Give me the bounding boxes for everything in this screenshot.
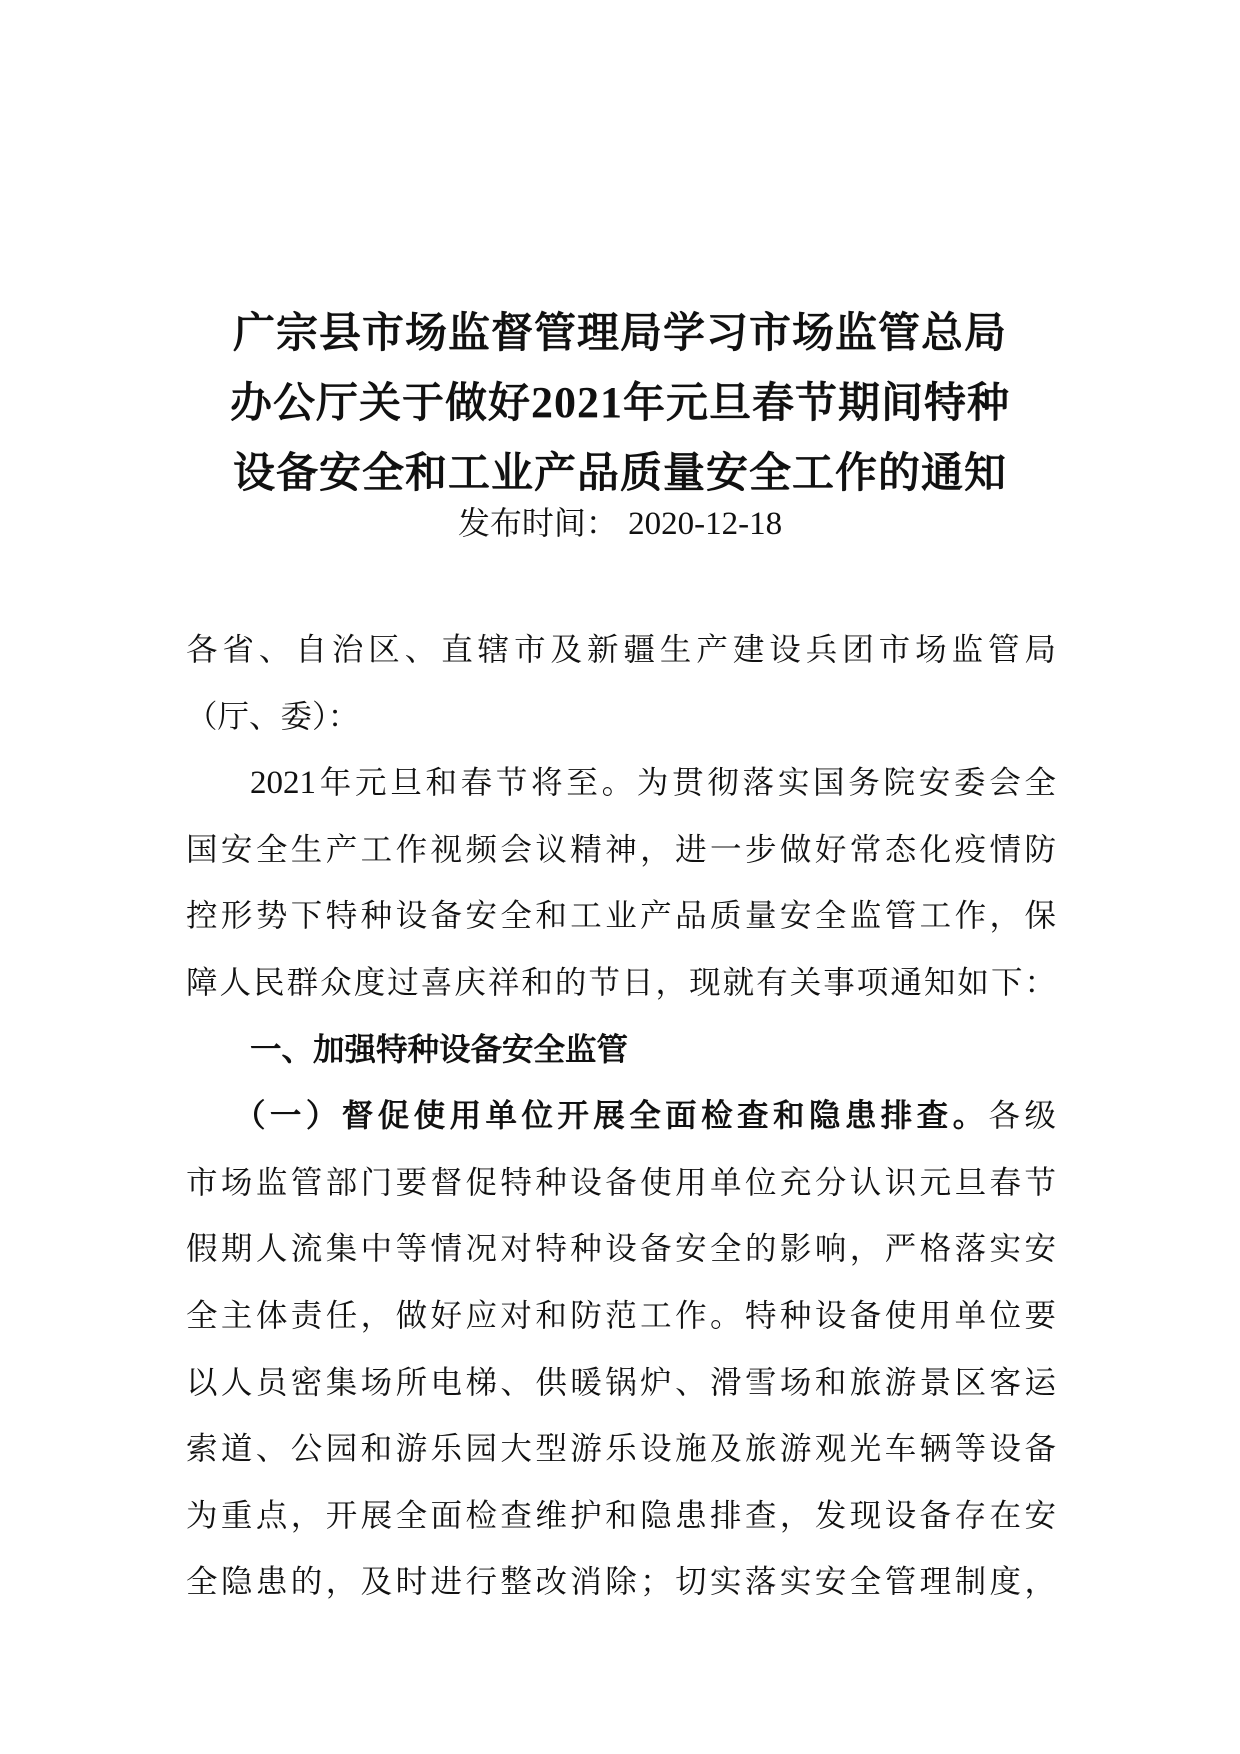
title-line-3: 设备安全和工业产品质量安全工作的通知 [232,448,1007,497]
paragraph-1-line-1 [186,750,1056,817]
subsection-1-line-1-text: 各级 [988,1098,1056,1135]
publish-date-value: 2020-12-18 [628,506,783,542]
subsection-1-line-3: 假期人流集中等情况对特种设备安全的影响，严格落实安 [186,1231,1056,1268]
subsection-1-line-2: 市场监管部门要督促特种设备使用单位充分认识元旦春节 [186,1164,1056,1201]
subsection-1-title: （一）督促使用单位开展全面检查和隐患排查。 [234,1098,989,1135]
title-line-2-prefix: 办公厅关于做好 [229,378,531,427]
section-heading-1: 一、加强特种设备安全监管 [250,1031,629,1068]
subsection-1-line-4: 全主体责任，做好应对和防范工作。特种设备使用单位要 [186,1297,1056,1334]
publish-date-label: 发布时间： [457,504,618,542]
document-title [150,298,1090,508]
paragraph-1-line-4: 障人民群众度过喜庆祥和的节日，现就有关事项通知如下： [186,964,1056,1001]
subsection-1-line-6: 索道、公园和游乐园大型游乐设施及旅游观光车辆等设备 [186,1431,1056,1468]
title-line-2-suffix: 年元旦春节期间特种 [623,378,1011,427]
addressee-line-2: （厅、委）： [186,698,360,735]
subsection-1-line-1 [186,1083,1056,1150]
document-body [186,617,1056,1616]
title-line-2 [150,368,1090,438]
subsection-1-line-5: 以人员密集场所电梯、供暖锅炉、滑雪场和旅游景区客运 [186,1364,1056,1401]
subsection-1-line-8: 全隐患的，及时进行整改消除；切实落实安全管理制度， [186,1564,1056,1601]
paragraph-1-line-2: 国安全生产工作视频会议精神，进一步做好常态化疫情防 [186,831,1056,868]
paragraph-1-line-3: 控形势下特种设备安全和工业产品质量安全监管工作，保 [186,898,1056,935]
paragraph-1-year: 2021 [250,765,316,802]
publish-date [150,500,1090,547]
title-line-1: 广宗县市场监督管理局学习市场监管总局 [232,308,1007,357]
title-year: 2021 [531,378,623,427]
subsection-1-line-7: 为重点，开展全面检查维护和隐患排查，发现设备存在安 [186,1497,1056,1534]
paragraph-1-line-1-text: 年元旦和春节将至。为贯彻落实国务院安委会全 [316,765,1056,802]
addressee-line-1: 各省、自治区、直辖市及新疆生产建设兵团市场监管局 [186,632,1056,668]
